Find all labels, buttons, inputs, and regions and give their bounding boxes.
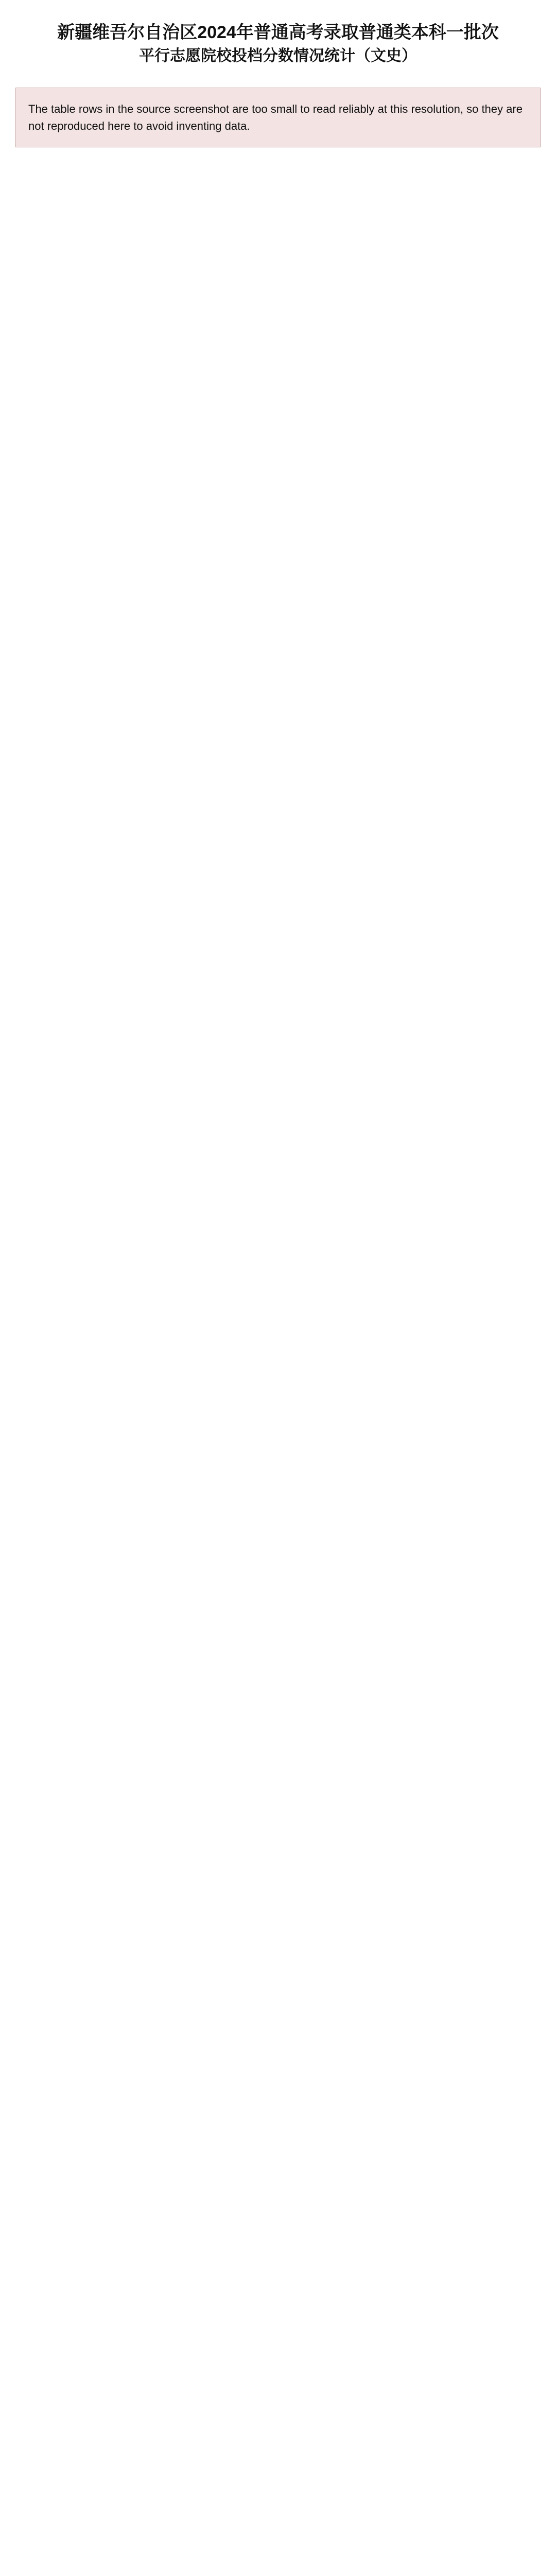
page-subtitle: 平行志愿院校投档分数情况统计（文史）: [139, 47, 417, 64]
transcription-notice: The table rows in the source screenshot are too small to read reliably at this resolution, so they are not reproduced here to avoid inventing data.: [15, 88, 541, 147]
page-title: 新疆维吾尔自治区2024年普通高考录取普通类本科一批次: [57, 23, 499, 42]
document-page: [0, 0, 556, 168]
